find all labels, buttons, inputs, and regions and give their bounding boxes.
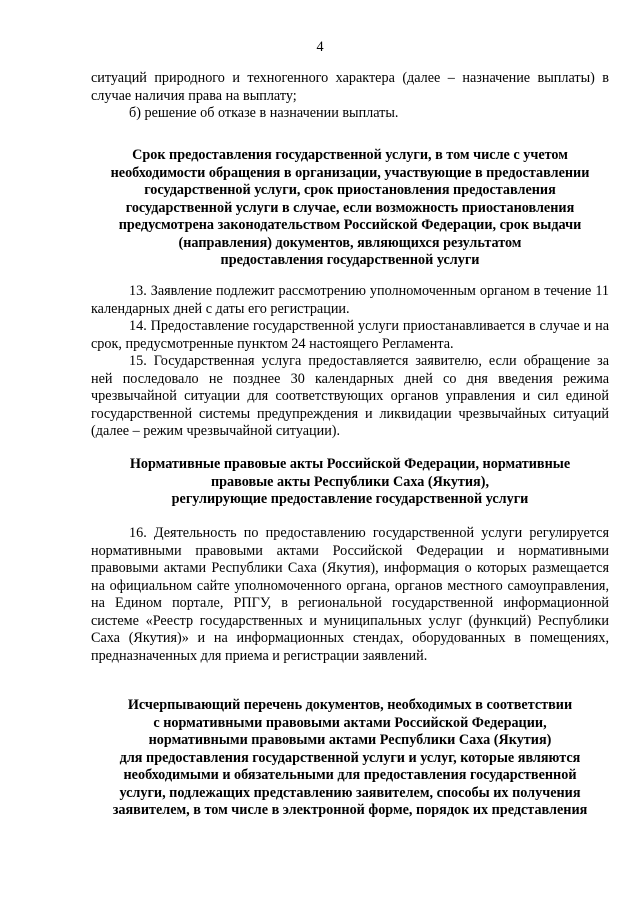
heading-line: необходимыми и обязательными для предоставления государственной <box>123 767 577 783</box>
intro-block <box>91 70 609 123</box>
heading-line: предусмотрена законодательством Российской Федерации, срок выдачи <box>118 217 582 233</box>
section-heading-term <box>91 147 609 270</box>
heading-service-term <box>91 147 609 270</box>
page-number: 4 <box>316 39 324 55</box>
paragraph-b: б) решение об отказе в назначении выплаты. <box>129 105 399 121</box>
heading-line: предоставления государственной услуги <box>220 252 480 268</box>
heading-line: регулирующие предоставление государственной услуги <box>171 491 529 507</box>
paragraph-16-block <box>91 525 609 665</box>
paragraph-16: 16. Деятельность по предоставлению государственной услуги регулируется нормативными правовыми актами Российской Федерации и нормативными правовыми актами Республики Саха (Якутия), информация о которых размещается на официальном сайте уполномоченного органа, органов местного самоуправления, на Едином портале, РПГУ, в региональной государственной информационной системе «Реестр государственных и муниципальных услуг (функций) Республики Саха (Якутия)» и на информационных стендах, оборудованных в помещениях, предназначенных для приема и регистрации заявлений. <box>91 525 609 664</box>
paragraph-15: 15. Государственная услуга предоставляется заявителю, если обращение за ней последовало не позднее 30 календарных дней со дня введения режима чрезвычайной ситуации для соответствующих органов управления и сил единой государственной системы предупреждения и ликвидации чрезвычайных ситуаций (далее – режим чрезвычайной ситуации). <box>91 353 609 439</box>
paragraph-13: 13. Заявление подлежит рассмотрению уполномоченным органом в течение 11 календарных дней с даты его регистрации. <box>91 283 609 317</box>
heading-line: заявителем, в том числе в электронной форме, порядок их представления <box>112 802 588 818</box>
heading-line: для предоставления государственной услуги и услуг, которые являются <box>119 749 581 766</box>
heading-line: правовые акты Республики Саха (Якутия), <box>210 473 490 490</box>
paragraphs-13-15 <box>91 283 609 441</box>
heading-line: с нормативными правовыми актами Российской Федерации, <box>153 714 547 731</box>
heading-documents-list <box>91 697 609 820</box>
heading-line: услуги, подлежащих представлению заявителем, способы их получения <box>119 784 581 801</box>
heading-line: нормативными правовыми актами Республики Саха (Якутия) <box>148 732 552 748</box>
section-heading-legal-acts <box>91 456 609 509</box>
heading-line: государственной услуги, срок приостановления предоставления <box>144 182 556 198</box>
heading-line: Срок предоставления государственной услуги, в том числе с учетом <box>132 147 568 163</box>
paragraph-14: 14. Предоставление государственной услуги приостанавливается в случае и на срок, предусмотренные пунктом 24 настоящего Регламента. <box>91 318 609 352</box>
heading-line: Нормативные правовые акты Российской Федерации, нормативные <box>129 456 571 472</box>
heading-line: Исчерпывающий перечень документов, необходимых в соответствии <box>127 697 573 713</box>
paragraph-intro: ситуаций природного и техногенного характера (далее – назначение выплаты) в случае наличия права на выплату; <box>91 70 609 104</box>
heading-line: необходимости обращения в организации, участвующие в предоставлении <box>110 164 590 181</box>
section-heading-documents <box>91 697 609 820</box>
heading-legal-acts <box>91 456 609 509</box>
heading-line: государственной услуги в случае, если возможность приостановления <box>125 199 575 216</box>
heading-line: (направления) документов, являющихся результатом <box>178 234 522 251</box>
